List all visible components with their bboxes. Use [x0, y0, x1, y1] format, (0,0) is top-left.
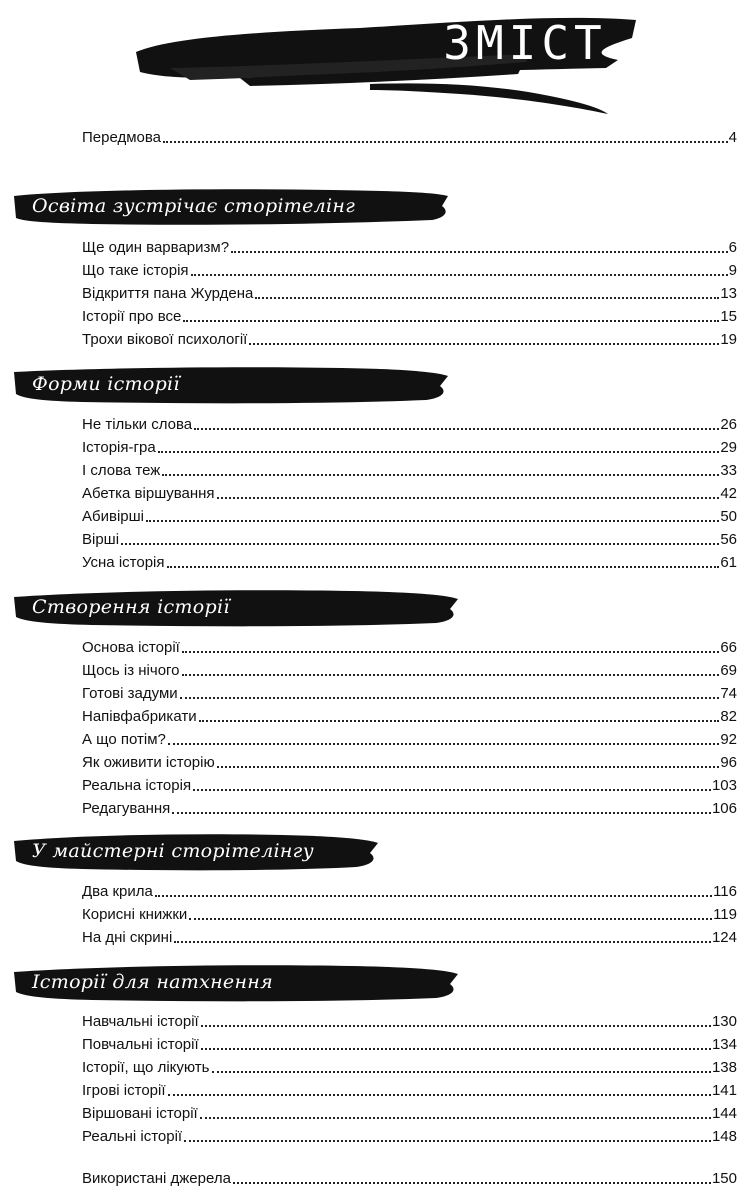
page-title: ЗМІСТ	[443, 16, 607, 70]
toc-entry[interactable]	[82, 504, 737, 526]
section-heading-banner	[12, 587, 462, 629]
dot-leader	[249, 343, 719, 345]
title-banner	[130, 8, 640, 120]
entry-title: Абивірші	[82, 508, 144, 525]
entry-title: Історії, що лікують	[82, 1059, 210, 1076]
entry-title: Ще один варваризм?	[82, 239, 230, 256]
entry-page-number: 119	[713, 906, 737, 923]
entry-title: Готові задуми	[82, 685, 178, 702]
entry-title: Відкриття пана Журдена	[82, 285, 254, 302]
toc-entry[interactable]	[82, 704, 737, 726]
toc-entry[interactable]	[82, 481, 737, 503]
toc-entry[interactable]	[82, 527, 737, 549]
toc-entry[interactable]	[82, 750, 737, 772]
entry-title: Напівфабрикати	[82, 708, 197, 725]
entry-page-number: 26	[720, 416, 737, 433]
entry-title: А що потім?	[82, 731, 166, 748]
entry-page-number: 15	[720, 308, 737, 325]
entry-page-number: 144	[711, 1105, 737, 1122]
toc-entry-preface[interactable]	[82, 125, 737, 147]
dot-leader	[194, 428, 719, 430]
dot-leader	[163, 141, 728, 143]
toc-entry[interactable]	[82, 458, 737, 480]
entry-title: Щось із нічого	[82, 662, 180, 679]
dot-leader	[199, 720, 720, 722]
dot-leader	[200, 1117, 711, 1119]
entry-page-number: 4	[728, 129, 737, 146]
section-heading: Історії для натхнення	[32, 971, 273, 993]
entry-page-number: 92	[720, 731, 737, 748]
dot-leader	[158, 451, 720, 453]
entry-title: Віршовані історії	[82, 1105, 198, 1122]
dot-leader	[217, 766, 720, 768]
entry-title: Як оживити історію	[82, 754, 215, 771]
dot-leader	[212, 1071, 711, 1073]
toc-entry[interactable]	[82, 879, 737, 901]
entry-title: Не тільки слова	[82, 416, 193, 433]
entry-title: Ігрові історії	[82, 1082, 166, 1099]
toc-entry[interactable]	[82, 925, 737, 947]
entry-title: Трохи вікової психології	[82, 331, 248, 348]
dot-leader	[121, 543, 719, 545]
entry-title: Корисні книжки	[82, 906, 188, 923]
entry-title: Повчальні історії	[82, 1036, 199, 1053]
entry-page-number: 106	[711, 800, 737, 817]
entry-page-number: 56	[720, 531, 737, 548]
entry-page-number: 82	[720, 708, 737, 725]
toc-entry[interactable]	[82, 658, 737, 680]
dot-leader	[191, 274, 728, 276]
toc-entry[interactable]	[82, 281, 737, 303]
entry-title: Два крила	[82, 883, 153, 900]
toc-entry[interactable]	[82, 258, 737, 280]
entry-page-number: 13	[720, 285, 737, 302]
section-heading: У майстерні сторітелінгу	[32, 840, 314, 862]
section-heading-banner	[12, 831, 382, 873]
dot-leader	[233, 1182, 711, 1184]
entry-page-number: 103	[711, 777, 737, 794]
entry-title: Вірші	[82, 531, 120, 548]
entry-title: Передмова	[82, 129, 162, 146]
entry-page-number: 141	[711, 1082, 737, 1099]
section-heading: Створення історії	[32, 596, 230, 618]
dot-leader	[182, 674, 720, 676]
entry-title: Що таке історія	[82, 262, 189, 279]
dot-leader	[168, 1094, 711, 1096]
entry-page-number: 33	[720, 462, 737, 479]
toc-entry[interactable]	[82, 727, 737, 749]
toc-entry[interactable]	[82, 1101, 737, 1123]
toc-entry[interactable]	[82, 773, 737, 795]
toc-entry[interactable]	[82, 796, 737, 818]
entry-page-number: 50	[720, 508, 737, 525]
entry-page-number: 124	[711, 929, 737, 946]
dot-leader	[172, 812, 711, 814]
section-heading: Форми історії	[32, 373, 180, 395]
entry-page-number: 74	[720, 685, 737, 702]
toc-entry[interactable]	[82, 1124, 737, 1146]
toc-entry[interactable]	[82, 1078, 737, 1100]
entry-page-number: 69	[720, 662, 737, 679]
dot-leader	[189, 918, 712, 920]
entry-title: Навчальні історії	[82, 1013, 199, 1030]
toc-entry[interactable]	[82, 304, 737, 326]
entry-title: Історія-гра	[82, 439, 156, 456]
entry-title: Історії про все	[82, 308, 182, 325]
entry-page-number: 42	[720, 485, 737, 502]
dot-leader	[155, 895, 712, 897]
toc-entry[interactable]	[82, 327, 737, 349]
entry-page-number: 19	[720, 331, 737, 348]
section-heading-banner	[12, 364, 452, 406]
entry-page-number: 6	[728, 239, 737, 256]
entry-page-number: 116	[713, 883, 737, 900]
dot-leader	[167, 566, 720, 568]
toc-entry[interactable]	[82, 1009, 737, 1031]
entry-title: Реальна історія	[82, 777, 192, 794]
section-heading-banner	[12, 186, 452, 228]
entry-page-number: 96	[720, 754, 737, 771]
toc-entry[interactable]	[82, 902, 737, 924]
toc-entry[interactable]	[82, 435, 737, 457]
dot-leader	[201, 1025, 711, 1027]
entry-page-number: 150	[711, 1170, 737, 1187]
dot-leader	[180, 697, 720, 699]
dot-leader	[183, 320, 719, 322]
dot-leader	[231, 251, 728, 253]
dot-leader	[146, 520, 719, 522]
dot-leader	[184, 1140, 711, 1142]
entry-page-number: 134	[711, 1036, 737, 1053]
toc-entry[interactable]	[82, 1032, 737, 1054]
dot-leader	[168, 743, 719, 745]
toc-entry[interactable]	[82, 235, 737, 257]
entry-title: Абетка віршування	[82, 485, 215, 502]
dot-leader	[255, 297, 719, 299]
toc-entry[interactable]	[82, 681, 737, 703]
toc-entry[interactable]	[82, 412, 737, 434]
dot-leader	[193, 789, 711, 791]
entry-title: Усна історія	[82, 554, 165, 571]
entry-title: Реальні історії	[82, 1128, 183, 1145]
toc-entry[interactable]	[82, 635, 737, 657]
toc-entry-sources[interactable]	[82, 1166, 737, 1188]
entry-title: Редагування	[82, 800, 171, 817]
entry-title: Основа історії	[82, 639, 180, 656]
entry-title: На дні скрині	[82, 929, 173, 946]
dot-leader	[217, 497, 720, 499]
dot-leader	[174, 941, 711, 943]
toc-entry[interactable]	[82, 550, 737, 572]
entry-page-number: 130	[711, 1013, 737, 1030]
entry-page-number: 9	[728, 262, 737, 279]
entry-page-number: 61	[720, 554, 737, 571]
section-heading: Освіта зустрічає сторітелінг	[32, 195, 356, 217]
entry-title: І слова теж	[82, 462, 161, 479]
dot-leader	[201, 1048, 711, 1050]
dot-leader	[182, 651, 719, 653]
entry-page-number: 148	[711, 1128, 737, 1145]
toc-entry[interactable]	[82, 1055, 737, 1077]
entry-title: Використані джерела	[82, 1170, 231, 1187]
entry-page-number: 29	[720, 439, 737, 456]
section-heading-banner	[12, 962, 462, 1004]
entry-page-number: 138	[711, 1059, 737, 1076]
dot-leader	[162, 474, 719, 476]
entry-page-number: 66	[720, 639, 737, 656]
